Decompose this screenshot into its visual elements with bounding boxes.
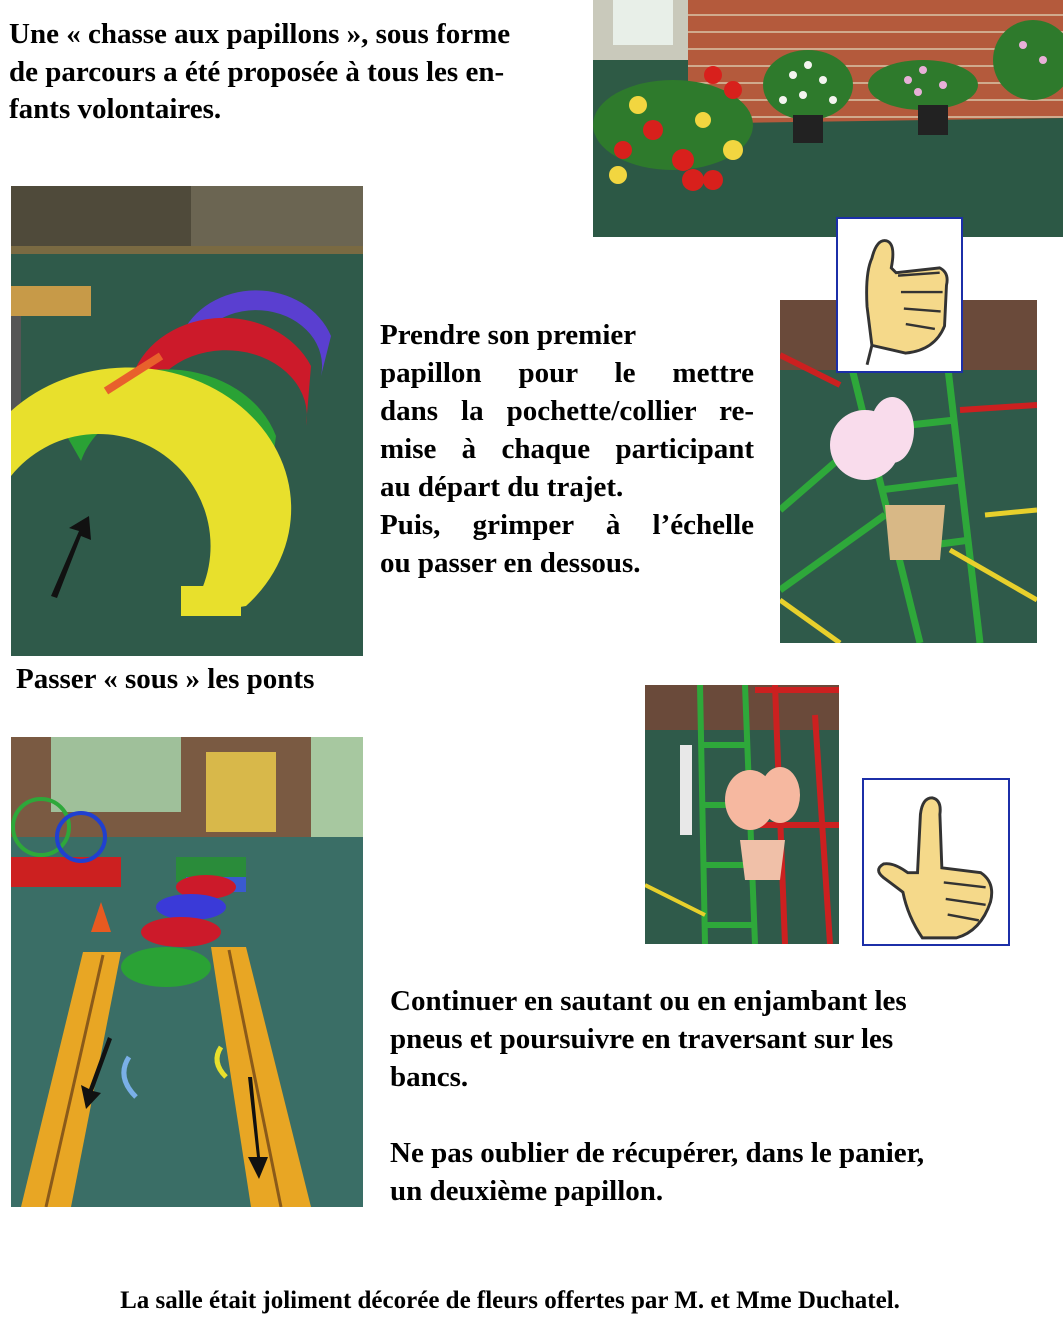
ladder-line-7: ou passer en dessous.	[380, 547, 641, 579]
ladder-line-2: papillon pour le mettre	[380, 357, 754, 389]
tyres-p1-line-1: Continuer en sautant ou en enjambant les	[390, 985, 907, 1017]
bridges-caption: Passer « sous » les ponts	[16, 663, 315, 695]
intro-line-3: fants volontaires.	[9, 93, 222, 125]
tyres-p2-line-1: Ne pas oublier de récupérer, dans le panier,	[390, 1137, 925, 1169]
flowers-photo	[593, 0, 1063, 237]
intro-text	[9, 16, 584, 129]
thumb-up-hand-icon	[836, 217, 963, 373]
bridges-photo	[11, 186, 363, 656]
intro-line-2: de parcours a été proposée à tous les en-	[9, 55, 505, 88]
intro-line-1: Une « chasse aux papillons », sous forme	[9, 18, 511, 50]
tyres-p1-line-3: bancs.	[390, 1061, 469, 1093]
ladder-line-4: mise à chaque participant	[380, 433, 754, 465]
ladder-line-6: Puis, grimper à l’échelle	[380, 509, 754, 541]
tyres-p1-line-2: pneus et poursuivre en traversant sur les	[390, 1023, 894, 1055]
footer-text: La salle était joliment décorée de fleurs offertes par M. et Mme Duchatel.	[120, 1287, 900, 1314]
ladder-line-5: au départ du trajet.	[380, 471, 624, 503]
tyres-p2-line-2: un deuxième papillon.	[390, 1175, 664, 1207]
ladder-text	[380, 316, 754, 582]
tyres-text	[390, 982, 1010, 1210]
tyres-benches-photo	[11, 737, 363, 1207]
ladder-photo-2	[645, 685, 839, 944]
ladder-line-3: dans la pochette/collier re-	[380, 395, 754, 427]
ladder-line-1: Prendre son premier	[380, 319, 637, 351]
pointing-hand-icon	[862, 778, 1010, 946]
